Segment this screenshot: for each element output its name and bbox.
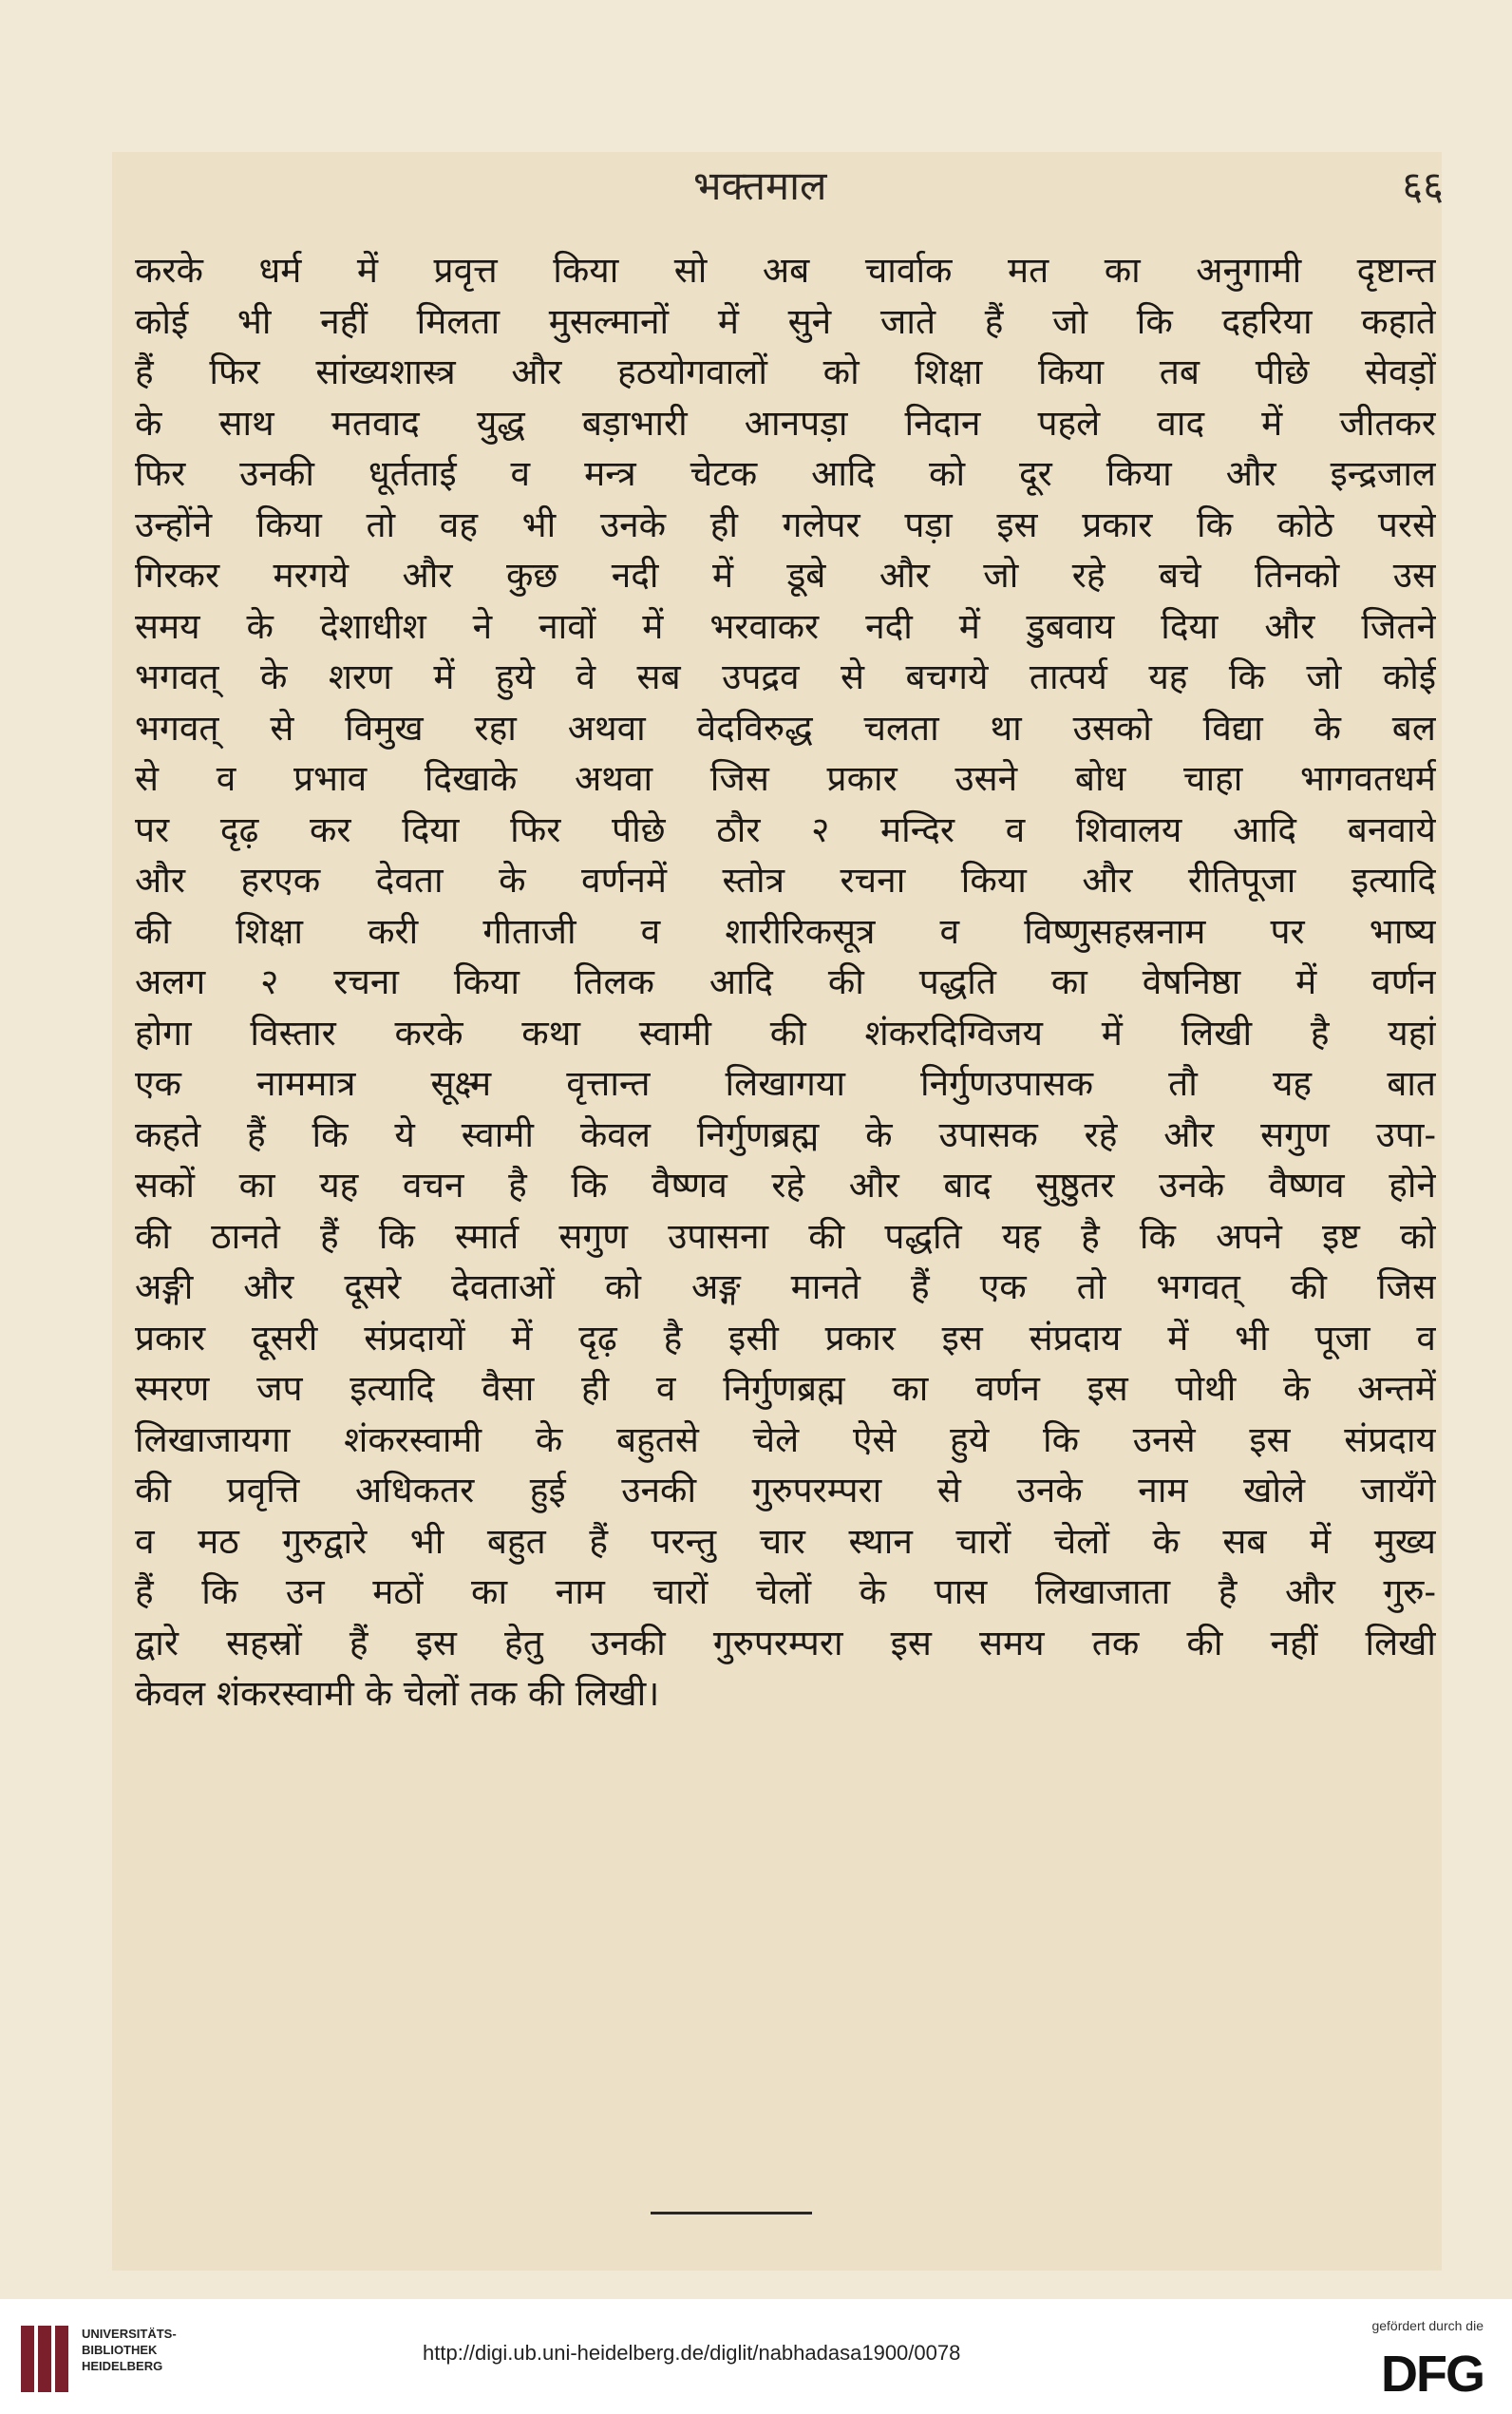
text-line: अङ्गी और दूसरे देवताओं को अङ्ग मानते हैं एक तो भगवत् की जिस [135, 1266, 1436, 1307]
text-line: होगा विस्तार करके कथा स्वामी की शंकरदिग्विजय में लिखी है यहां [135, 1012, 1436, 1054]
text-line: समय के देशाधीश ने नावों में भरवाकर नदी में डुबवाय दिया और जितने [135, 605, 1436, 647]
footer-bar [0, 2299, 1512, 2414]
text-line: पर दृढ़ कर दिया फिर पीछे ठौर २ मन्दिर व शिवालय आदि बनवाये [135, 808, 1436, 850]
university-library-logo-icon [17, 2322, 74, 2396]
text-line: और हरएक देवता के वर्णनमें स्तोत्र रचना किया और रीतिपूजा इत्यादि [135, 860, 1436, 901]
text-line: उन्होंने किया तो वह भी उनके ही गलेपर पड़ा इस प्रकार कि कोठे परसे [135, 504, 1436, 545]
text-line: द्वारे सहस्रों हैं इस हेतु उनकी गुरुपरम्परा इस समय तक की नहीं लिखी [135, 1622, 1436, 1663]
library-name: UNIVERSITÄTS- BIBLIOTHEK HEIDELBERG [82, 2327, 177, 2373]
text-line: करके धर्म में प्रवृत्त किया सो अब चार्वाक मत का अनुगामी दृष्टान्त [135, 250, 1436, 291]
text-line: से व प्रभाव दिखाके अथवा जिस प्रकार उसने बोध चाहा भागवतधर्म [135, 758, 1436, 799]
text-line: भगवत् से विमुख रहा अथवा वेदविरुद्ध चलता था उसको विद्या के बल [135, 707, 1436, 749]
text-line: हैं फिर सांख्यशास्त्र और हठयोगवालों को शिक्षा किया तब पीछे सेवड़ों [135, 352, 1436, 392]
text-line: लिखाजायगा शंकरस्वामी के बहुतसे चेले ऐसे हुये कि उनसे इस संप्रदाय [135, 1418, 1436, 1460]
running-head [133, 158, 1444, 215]
text-line: अलग २ रचना किया तिलक आदि की पद्धति का वेषनिष्ठा में वर्णन [135, 961, 1436, 1002]
text-line: की ठानते हैं कि स्मार्त सगुण उपासना की पद्धति यह है कि अपने इष्ट को [135, 1215, 1436, 1257]
text-line: स्मरण जप इत्यादि वैसा ही व निर्गुणब्रह्म का वर्णन इस पोथी के अन्तमें [135, 1368, 1436, 1409]
text-line: सकों का यह वचन है कि वैष्णव रहे और बाद सुष्ठुतर उनके वैष्णव होने [135, 1165, 1436, 1206]
text-line: गिरकर मरगये और कुछ नदी में डूबे और जो रहे बचे तिनको उस [135, 555, 1436, 596]
text-line: की शिक्षा करी गीताजी व शारीरिकसूत्र व विष्णुसहस्रनाम पर भाष्य [135, 910, 1436, 952]
page-number: ६६ [1402, 162, 1444, 209]
end-rule [651, 2212, 812, 2214]
permalink-url[interactable]: http://digi.ub.uni-heidelberg.de/diglit/nabhadasa1900/0078 [423, 2341, 961, 2365]
text-line: हैं कि उन मठों का नाम चारों चेलों के पास लिखाजाता है और गुरु- [135, 1571, 1436, 1612]
text-line: फिर उनकी धूर्तताई व मन्त्र चेटक आदि को दूर किया और इन्द्रजाल [135, 453, 1436, 494]
text-line: व मठ गुरुद्वारे भी बहुत हैं परन्तु चार स्थान चारों चेलों के सब में मुख्य [135, 1520, 1436, 1562]
text-line: केवल शंकरस्वामी के चेलों तक की लिखी। [135, 1673, 660, 1714]
text-line: एक नाममात्र सूक्ष्म वृत्तान्त लिखागया निर्गुणउपासक तौ यह बात [135, 1063, 1436, 1104]
text-line: के साथ मतवाद युद्ध बड़ाभारी आनपड़ा निदान पहले वाद में जीतकर [135, 402, 1436, 444]
funding-caption: gefördert durch die [1371, 2318, 1484, 2333]
text-line: कहते हैं कि ये स्वामी केवल निर्गुणब्रह्म के उपासक रहे और सगुण उपा- [135, 1113, 1436, 1155]
text-line: प्रकार दूसरी संप्रदायों में दृढ़ है इसी प्रकार इस संप्रदाय में भी पूजा व [135, 1317, 1436, 1359]
dfg-logo: DFG [1381, 2346, 1484, 2403]
body-text [135, 245, 1436, 1720]
text-line: भगवत् के शरण में हुये वे सब उपद्रव से बचगये तात्पर्य यह कि जो कोई [135, 656, 1436, 697]
text-line: कोई भी नहीं मिलता मुसल्मानों में सुने जाते हैं जो कि दहरिया कहाते [135, 300, 1436, 342]
running-title: भक्तमाल [693, 162, 827, 209]
text-line: की प्रवृत्ति अधिकतर हुई उनकी गुरुपरम्परा से उनके नाम खोले जायँगे [135, 1470, 1436, 1511]
